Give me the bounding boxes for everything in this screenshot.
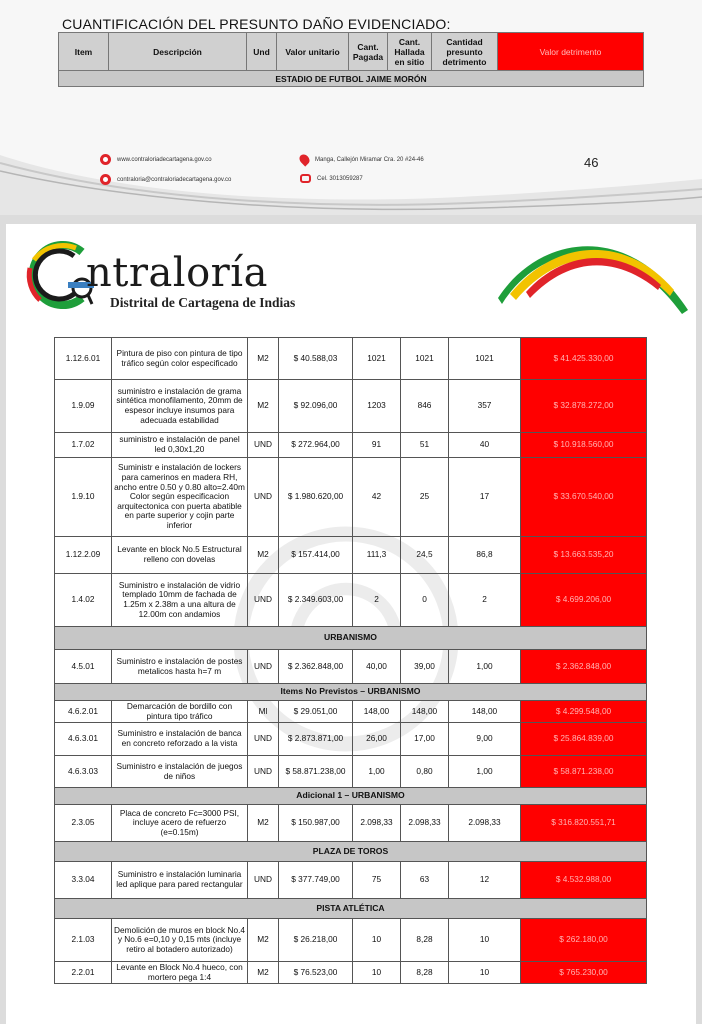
stadium-section-row: ESTADIO DE FUTBOL JAIME MORÓN [59,71,644,87]
item-unit: UND [248,862,279,899]
item-unit: UND [248,574,279,627]
item-detriment-value: $ 4.299.548,00 [521,701,647,723]
table-row [55,805,647,842]
footer-address [300,154,424,165]
item-code: 4.6.2.01 [55,701,112,723]
item-detriment-value: $ 4.699.206,00 [521,574,647,627]
item-qty-found: 63 [401,862,449,899]
col-qty-detriment: Cantidad presunto detrimento [432,33,498,71]
email-text[interactable]: contraloria@contraloriadecartagena.gov.co [117,176,232,183]
footer-website [100,154,212,165]
item-qty-found: 846 [401,380,449,433]
item-description: Suministro e instalación de postes metalicos hasta h=7 m [112,650,248,684]
item-detriment-value: $ 32.878.272,00 [521,380,647,433]
item-unit-value: $ 2.873.871,00 [279,723,353,756]
item-unit-value: $ 26.218,00 [279,919,353,962]
table-row [55,862,647,899]
footer-phone [300,174,363,183]
item-qty-detriment: 148,00 [449,701,521,723]
item-qty-found: 8,28 [401,919,449,962]
item-unit: UND [248,650,279,684]
address-text: Manga, Callejón Miramar Cra. 20 #24-46 [315,156,424,163]
item-detriment-value: $ 765.230,00 [521,962,647,984]
item-qty-paid: 75 [353,862,401,899]
item-qty-found: 17,00 [401,723,449,756]
item-detriment-value: $ 25.864.839,00 [521,723,647,756]
table-row [55,537,647,574]
header-table [58,32,644,87]
item-qty-detriment: 1,00 [449,650,521,684]
header-row [59,33,644,71]
item-unit-value: $ 2.349.603,00 [279,574,353,627]
section-header: URBANISMO [55,627,647,650]
col-unit: Und [247,33,277,71]
item-code: 2.3.05 [55,805,112,842]
table-row [55,701,647,723]
item-qty-paid: 111,3 [353,537,401,574]
item-description: Suministro e instalación luminaria led aplique para pared rectangular [112,862,248,899]
item-unit-value: $ 92.096,00 [279,380,353,433]
item-unit: UND [248,723,279,756]
item-description: suministro e instalación de panel led 0,30x1,20 [112,433,248,458]
item-qty-paid: 10 [353,919,401,962]
item-unit: M2 [248,537,279,574]
logo-subtitle: Distrital de Cartagena de Indias [110,295,296,310]
table-row [55,723,647,756]
item-detriment-value: $ 41.425.330,00 [521,338,647,380]
contraloria-logo-icon [20,238,94,312]
item-qty-found: 24,5 [401,537,449,574]
item-code: 4.5.01 [55,650,112,684]
item-qty-detriment: 9,00 [449,723,521,756]
item-detriment-value: $ 316.820.551,71 [521,805,647,842]
item-unit: UND [248,458,279,537]
item-description: Placa de concreto Fc=3000 PSI, incluye acero de refuerzo (e=0.15m) [112,805,248,842]
logo-wordmark: ntraloría [86,250,268,296]
detriment-table [54,337,647,984]
item-qty-detriment: 2 [449,574,521,627]
item-code: 1.12.2.09 [55,537,112,574]
section-header: PISTA ATLÉTICA [55,899,647,919]
item-qty-paid: 148,00 [353,701,401,723]
item-qty-paid: 2.098,33 [353,805,401,842]
current-page [6,224,696,1024]
item-code: 2.1.03 [55,919,112,962]
previous-page-fragment [0,0,702,213]
page-number: 46 [584,155,599,170]
item-code: 1.9.10 [55,458,112,537]
section-header: Adicional 1 – URBANISMO [55,788,647,805]
item-qty-paid: 26,00 [353,723,401,756]
item-qty-detriment: 10 [449,919,521,962]
item-description: Suministro e instalación de juegos de niños [112,756,248,788]
table-row [55,338,647,380]
col-item: Item [59,33,109,71]
item-code: 4.6.3.01 [55,723,112,756]
item-detriment-value: $ 4.532.988,00 [521,862,647,899]
phone-icon [300,174,311,183]
website-text[interactable]: www.contraloriadecartagena.gov.co [117,156,212,163]
item-description: Demarcación de bordillo con pintura tipo tráfico [112,701,248,723]
item-qty-found: 0 [401,574,449,627]
item-description: Pintura de piso con pintura de tipo tráfico según color especificado [112,338,248,380]
item-description: Demolición de muros en block No.4 y No.6 e=0,10 y 0,15 mts (incluye retiro al botadero autorizado) [112,919,248,962]
item-detriment-value: $ 13.663.535,20 [521,537,647,574]
phone-text: Cel. 3013059287 [317,175,363,182]
col-qty-paid: Cant. Pagada [349,33,388,71]
item-unit-value: $ 40.588,03 [279,338,353,380]
item-qty-paid: 1021 [353,338,401,380]
item-unit: UND [248,756,279,788]
item-code: 1.9.09 [55,380,112,433]
item-qty-found: 1021 [401,338,449,380]
item-qty-found: 148,00 [401,701,449,723]
item-detriment-value: $ 2.362.848,00 [521,650,647,684]
email-icon [100,174,111,185]
item-unit-value: $ 272.964,00 [279,433,353,458]
item-qty-found: 8,28 [401,962,449,984]
item-unit: M2 [248,805,279,842]
col-detriment-value: Valor detrimento [498,33,644,71]
item-qty-paid: 42 [353,458,401,537]
item-qty-detriment: 17 [449,458,521,537]
item-description: Suministr e instalación de lockers para camerinos en madera RH, ancho entre 0.50 y 0.80 alto=2.40m Color según especificacion arquitectonica con puerta abatible en parte superior y cojin parte inferior [112,458,248,537]
item-code: 1.4.02 [55,574,112,627]
brand-swoosh-graphic [498,226,694,318]
item-description: Levante en block No.5 Estructural relleno con dovelas [112,537,248,574]
table-row [55,574,647,627]
table-row [55,919,647,962]
item-unit: Ml [248,701,279,723]
item-qty-detriment: 1021 [449,338,521,380]
item-unit-value: $ 76.523,00 [279,962,353,984]
item-code: 2.2.01 [55,962,112,984]
table-row [55,380,647,433]
item-qty-found: 2.098,33 [401,805,449,842]
item-unit: M2 [248,338,279,380]
item-unit-value: $ 1.980.620,00 [279,458,353,537]
item-unit-value: $ 157.414,00 [279,537,353,574]
item-qty-found: 51 [401,433,449,458]
item-detriment-value: $ 58.871.238,00 [521,756,647,788]
item-qty-detriment: 40 [449,433,521,458]
item-qty-detriment: 10 [449,962,521,984]
item-qty-paid: 91 [353,433,401,458]
location-pin-icon [297,152,311,166]
item-unit: M2 [248,962,279,984]
col-description: Descripción [109,33,247,71]
item-unit-value: $ 29.051,00 [279,701,353,723]
item-unit: M2 [248,380,279,433]
item-unit: UND [248,433,279,458]
section-header: Items No Previstos – URBANISMO [55,684,647,701]
item-code: 3.3.04 [55,862,112,899]
item-qty-found: 39,00 [401,650,449,684]
item-detriment-value: $ 33.670.540,00 [521,458,647,537]
item-qty-paid: 40,00 [353,650,401,684]
item-description: Suministro e instalación de banca en concreto reforzado a la vista [112,723,248,756]
item-unit-value: $ 377.749,00 [279,862,353,899]
document-title: CUANTIFICACIÓN DEL PRESUNTO DAÑO EVIDENCIADO: [62,16,451,32]
item-qty-paid: 10 [353,962,401,984]
item-detriment-value: $ 10.918.560,00 [521,433,647,458]
item-qty-found: 25 [401,458,449,537]
item-code: 4.6.3.03 [55,756,112,788]
item-unit-value: $ 150.987,00 [279,805,353,842]
table-row [55,756,647,788]
item-qty-detriment: 86,8 [449,537,521,574]
item-code: 1.7.02 [55,433,112,458]
item-code: 1.12.6.01 [55,338,112,380]
table-row [55,433,647,458]
table-row [55,458,647,537]
item-qty-paid: 2 [353,574,401,627]
footer-email [100,174,231,185]
item-description: suministro e instalación de grama sintética monofilamento, 20mm de espesor incluye insumos para adecuada estabilidad [112,380,248,433]
item-qty-detriment: 1,00 [449,756,521,788]
item-description: Levante en Block No.4 hueco, con mortero pega 1:4 [112,962,248,984]
item-qty-detriment: 12 [449,862,521,899]
section-header: PLAZA DE TOROS [55,842,647,862]
item-qty-paid: 1,00 [353,756,401,788]
globe-icon [100,154,111,165]
item-qty-paid: 1203 [353,380,401,433]
item-unit-value: $ 2.362.848,00 [279,650,353,684]
item-qty-found: 0,80 [401,756,449,788]
item-detriment-value: $ 262.180,00 [521,919,647,962]
table-row [55,962,647,984]
col-unit-value: Valor unitario [277,33,349,71]
table-row [55,650,647,684]
item-qty-detriment: 357 [449,380,521,433]
item-description: Suministro e instalación de vidrio templado 10mm de fachada de 1.25m x 2.38m a una altura de 12.00m con andamios [112,574,248,627]
item-unit-value: $ 58.871.238,00 [279,756,353,788]
col-qty-found: Cant. Hallada en sitio [388,33,432,71]
item-qty-detriment: 2.098,33 [449,805,521,842]
item-unit: M2 [248,919,279,962]
